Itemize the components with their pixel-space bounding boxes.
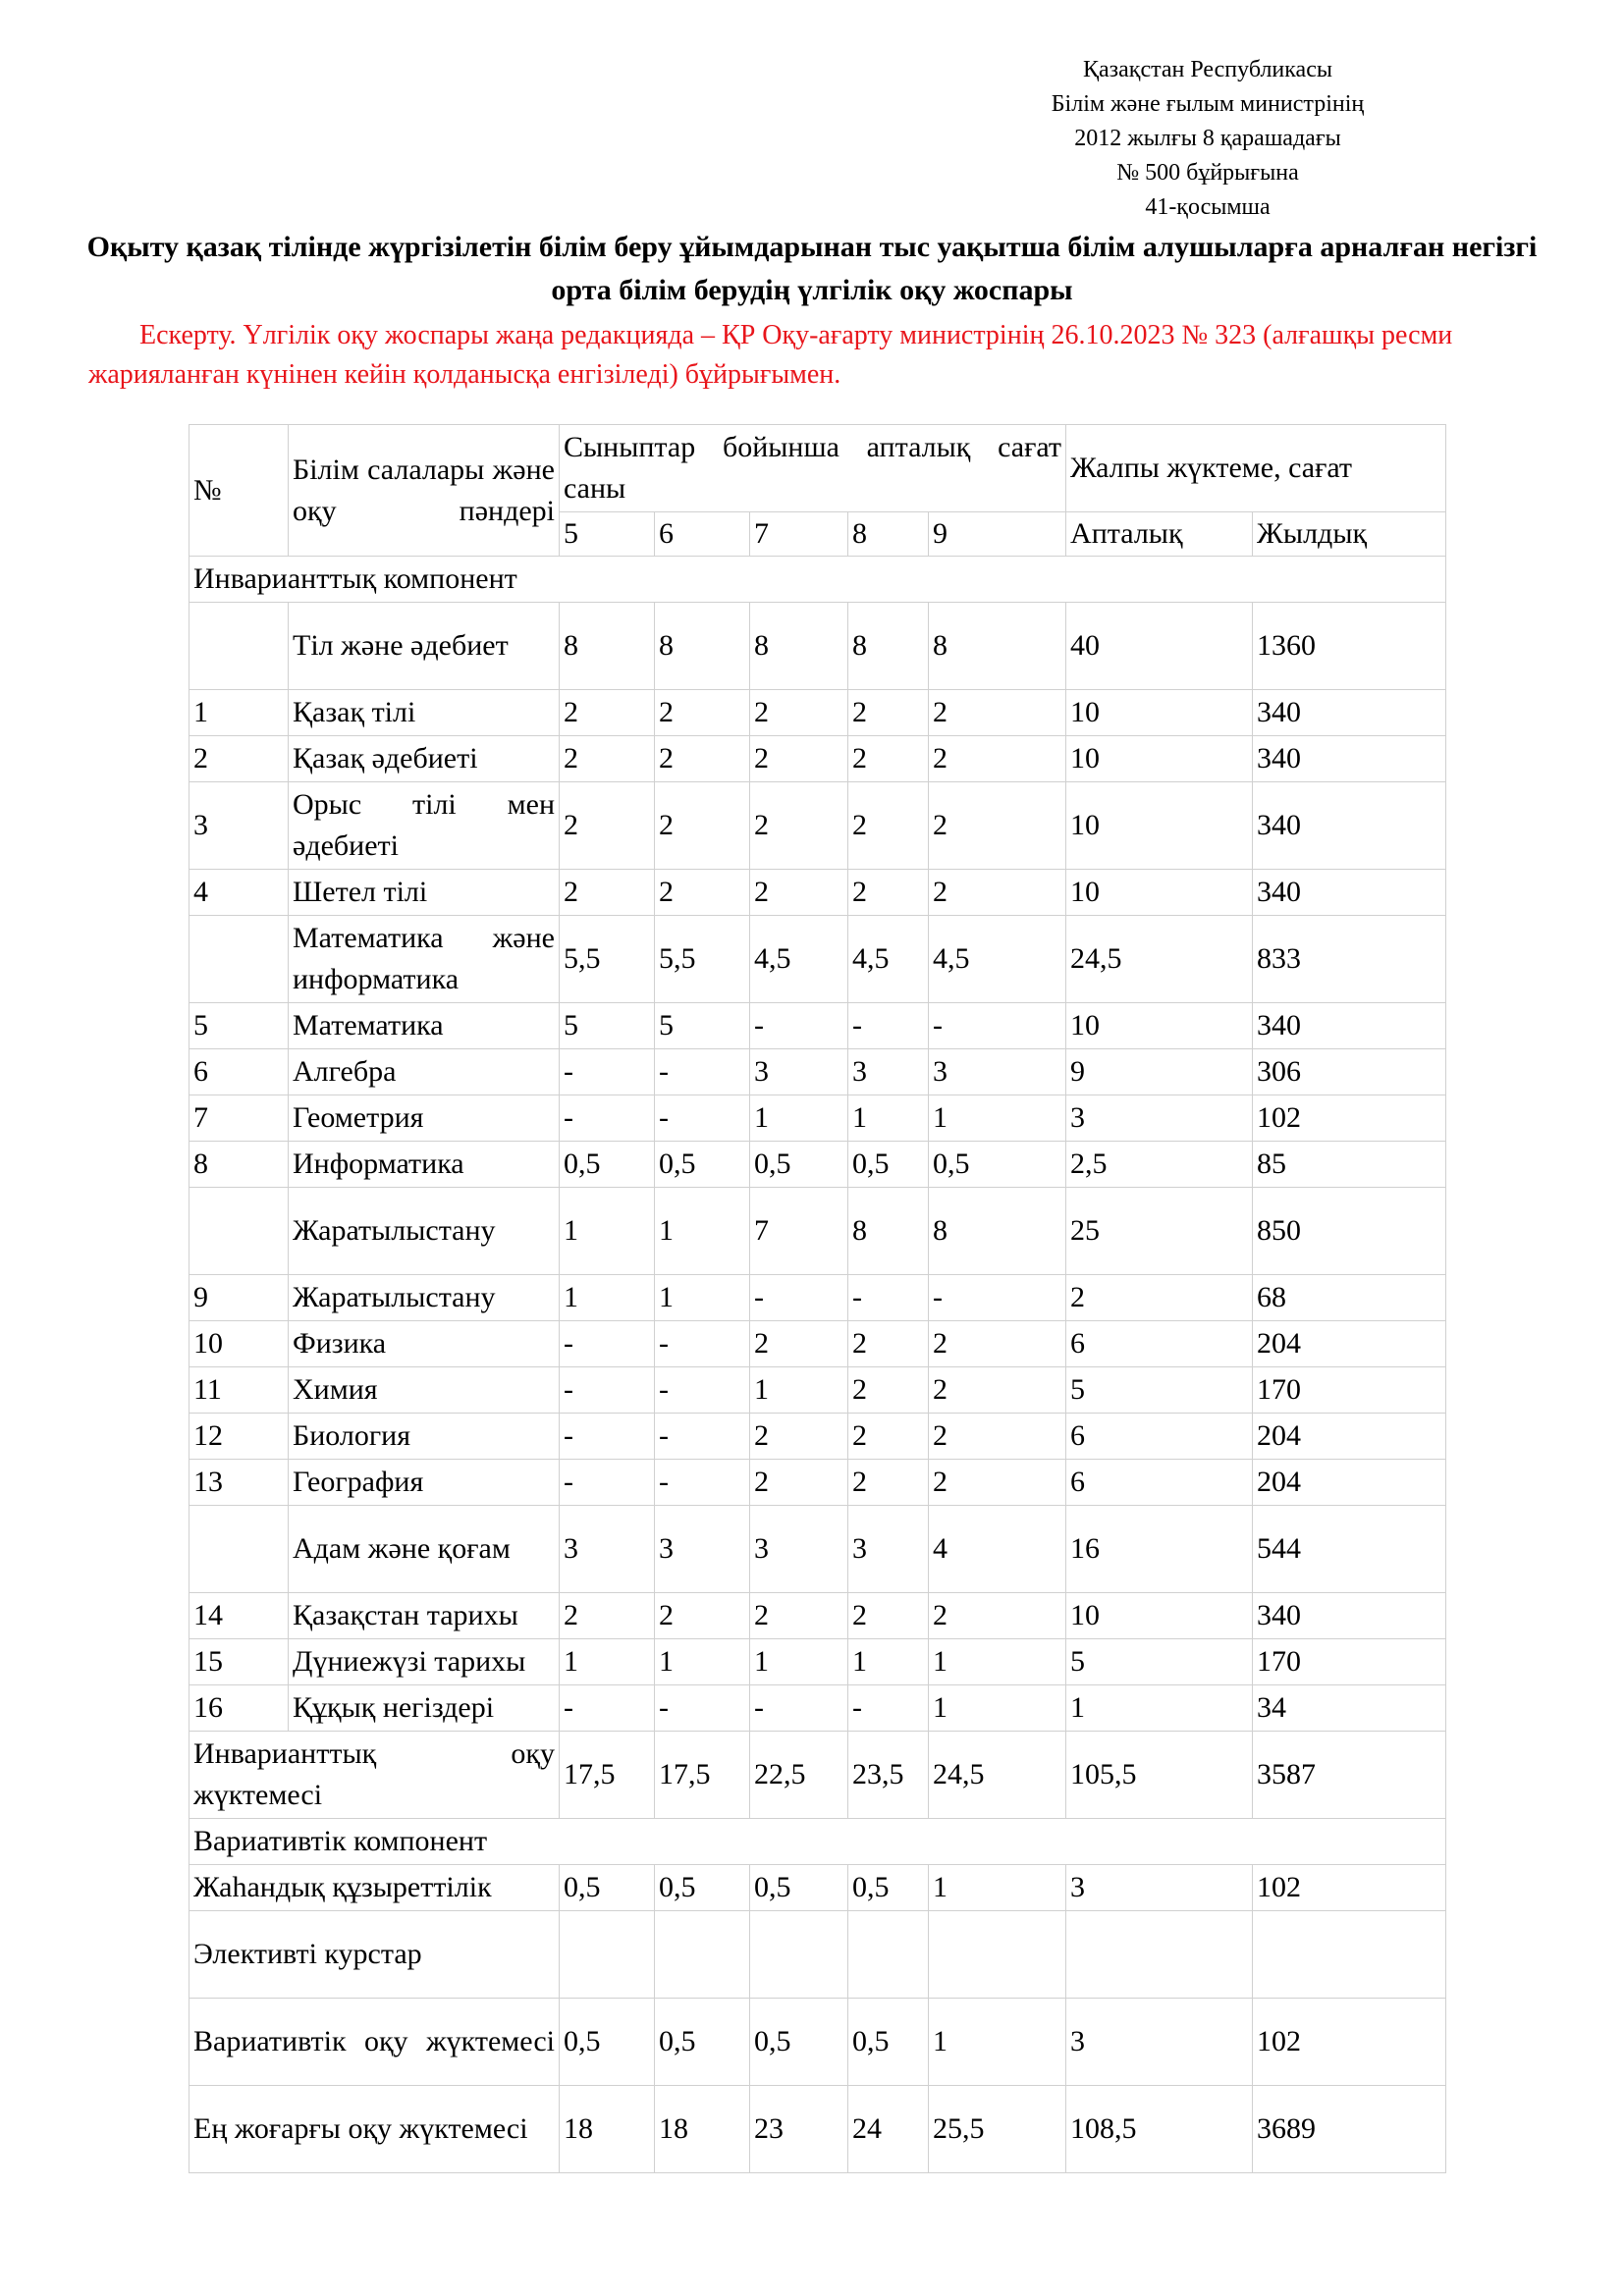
grade-hours-cell: - [655,1095,750,1142]
grade-hours-cell: - [560,1685,655,1732]
grade-hours-cell: 2 [848,782,929,870]
yearly-total-cell: 68 [1253,1275,1446,1321]
weekly-total-cell: 25 [1066,1188,1253,1275]
subject-name-cell: Шетел тілі [289,870,560,916]
max-load-row [189,2086,1446,2173]
grade-hours-cell: - [848,1003,929,1049]
header-total-load: Жалпы жүктеме, сағат [1066,425,1446,512]
subject-name-cell: Қазақстан тарихы [289,1593,560,1639]
subject-name-cell: Қазақ тілі [289,690,560,736]
yearly-total-cell: 544 [1253,1506,1446,1593]
global-competence-row [189,1865,1446,1911]
grade-hours-cell: 24 [848,2086,929,2173]
grade-hours-cell: 1 [750,1639,848,1685]
grade-hours-cell: 2 [848,736,929,782]
grade-hours-cell: 8 [655,603,750,690]
grade-hours-cell: 1 [929,1685,1066,1732]
grade-hours-cell: 2 [560,1593,655,1639]
grade-hours-cell: 24,5 [929,1732,1066,1819]
grade-hours-cell: - [655,1685,750,1732]
grade-hours-cell: 1 [560,1275,655,1321]
grade-hours-cell: - [560,1321,655,1367]
row-number-cell: 2 [189,736,289,782]
yearly-total-cell: 340 [1253,690,1446,736]
grade-hours-cell: - [655,1460,750,1506]
header-grade: 8 [848,512,929,557]
subject-row [189,870,1446,916]
weekly-total-cell: 1 [1066,1685,1253,1732]
empty-cell [848,1911,929,1999]
grade-hours-cell: 2 [750,736,848,782]
invariant-load-label: Инварианттық оқу жүктемесі [189,1732,560,1819]
weekly-total-cell: 3 [1066,1999,1253,2086]
grade-hours-cell: 1 [655,1188,750,1275]
grade-hours-cell: 3 [848,1049,929,1095]
grade-hours-cell: 2 [560,870,655,916]
grade-hours-cell: 0,5 [848,1999,929,2086]
grade-hours-cell: 1 [655,1639,750,1685]
grade-hours-cell: 1 [929,1865,1066,1911]
grade-hours-cell: 0,5 [560,1999,655,2086]
grade-hours-cell: 4 [929,1506,1066,1593]
row-number-cell: 11 [189,1367,289,1414]
subject-name-cell: Қазақ әдебиеті [289,736,560,782]
yearly-total-cell: 340 [1253,782,1446,870]
grade-hours-cell: 2 [848,1460,929,1506]
grade-hours-cell: - [750,1275,848,1321]
weekly-total-cell: 10 [1066,782,1253,870]
grade-hours-cell: 1 [848,1095,929,1142]
grade-hours-cell: 1 [750,1095,848,1142]
yearly-total-cell: 306 [1253,1049,1446,1095]
header-subject: Білім салалары және оқу пәндері [289,425,560,557]
grade-hours-cell: 2 [750,690,848,736]
weekly-total-cell: 3 [1066,1865,1253,1911]
subject-row [189,1593,1446,1639]
subject-row [189,1095,1446,1142]
subject-name-cell: Математика және информатика [289,916,560,1003]
grade-hours-cell: 5,5 [560,916,655,1003]
grade-hours-cell: 0,5 [655,1142,750,1188]
header-row [189,425,1446,512]
subject-row [189,1142,1446,1188]
grade-hours-cell: 3 [655,1506,750,1593]
amendment-note: Ескерту. Үлгілік оқу жоспары жаңа редакцияда – ҚР Оқу-ағарту министрінің 26.10.2023 № 323 (алғашқы ресми жарияланған күнінен кейін қолданысқа енгізіледі) бұйрығымен. [88,320,1453,390]
subject-row [189,1367,1446,1414]
grade-hours-cell: 2 [929,690,1066,736]
row-number-cell [189,916,289,1003]
variative-load-row [189,1999,1446,2086]
grade-hours-cell: 2 [655,690,750,736]
grade-hours-cell: 2 [655,782,750,870]
grade-hours-cell: - [560,1367,655,1414]
grade-hours-cell: 2 [750,870,848,916]
subject-row [189,782,1446,870]
weekly-total-cell: 5 [1066,1639,1253,1685]
subject-group-row [189,916,1446,1003]
grade-hours-cell: - [848,1685,929,1732]
subject-name-cell: География [289,1460,560,1506]
grade-hours-cell: 5,5 [655,916,750,1003]
grade-hours-cell: 8 [848,1188,929,1275]
grade-hours-cell: 8 [848,603,929,690]
weekly-total-cell: 40 [1066,603,1253,690]
grade-hours-cell: 8 [750,603,848,690]
grade-hours-cell: 3 [929,1049,1066,1095]
approval-line: № 500 бұйрығына [1116,160,1299,186]
yearly-total-cell: 3689 [1253,2086,1446,2173]
subject-name-cell: Алгебра [289,1049,560,1095]
grade-hours-cell: 3 [848,1506,929,1593]
yearly-total-cell: 340 [1253,1593,1446,1639]
yearly-total-cell: 1360 [1253,603,1446,690]
grade-hours-cell: 25,5 [929,2086,1066,2173]
grade-hours-cell: - [929,1275,1066,1321]
grade-hours-cell: 0,5 [750,1865,848,1911]
header-grade: 9 [929,512,1066,557]
grade-hours-cell: 4,5 [929,916,1066,1003]
yearly-total-cell: 34 [1253,1685,1446,1732]
yearly-total-cell: 204 [1253,1414,1446,1460]
header-weekly: Апталық [1066,512,1253,557]
grade-hours-cell: 2 [929,1460,1066,1506]
variative-section-title: Вариативтік компонент [189,1819,1446,1865]
subject-row [189,1639,1446,1685]
grade-hours-cell: 7 [750,1188,848,1275]
subject-row [189,1460,1446,1506]
grade-hours-cell: - [655,1367,750,1414]
empty-cell [655,1911,750,1999]
grade-hours-cell: - [560,1460,655,1506]
grade-hours-cell: 0,5 [655,1999,750,2086]
yearly-total-cell: 170 [1253,1639,1446,1685]
grade-hours-cell: 2 [848,1321,929,1367]
grade-hours-cell: 18 [560,2086,655,2173]
grade-hours-cell: 2 [929,1414,1066,1460]
header-num: № [189,425,289,557]
subject-name-cell: Адам және қоғам [289,1506,560,1593]
subject-group-row [189,1506,1446,1593]
grade-hours-cell: 4,5 [848,916,929,1003]
weekly-total-cell: 105,5 [1066,1732,1253,1819]
row-number-cell [189,1188,289,1275]
grade-hours-cell: 2 [560,782,655,870]
grade-hours-cell: 2 [750,1321,848,1367]
grade-hours-cell: 5 [560,1003,655,1049]
grade-hours-cell: - [750,1003,848,1049]
grade-hours-cell: 0,5 [560,1865,655,1911]
grade-hours-cell: 1 [655,1275,750,1321]
grade-hours-cell: 5 [655,1003,750,1049]
approval-line: 41-қосымша [1145,194,1271,220]
grade-hours-cell: 23 [750,2086,848,2173]
subject-name-cell: Биология [289,1414,560,1460]
grade-hours-cell: 1 [929,1095,1066,1142]
grade-hours-cell: 2 [848,1593,929,1639]
max-load-label: Ең жоғарғы оқу жүктемесі [189,2086,560,2173]
grade-hours-cell: 0,5 [848,1865,929,1911]
row-number-cell: 8 [189,1142,289,1188]
grade-hours-cell: 3 [560,1506,655,1593]
row-number-cell [189,1506,289,1593]
grade-hours-cell: - [560,1095,655,1142]
grade-hours-cell: 23,5 [848,1732,929,1819]
subject-row [189,690,1446,736]
weekly-total-cell: 5 [1066,1367,1253,1414]
header-yearly: Жылдық [1253,512,1446,557]
subject-row [189,1414,1446,1460]
subject-group-row [189,603,1446,690]
yearly-total-cell: 833 [1253,916,1446,1003]
yearly-total-cell: 204 [1253,1321,1446,1367]
grade-hours-cell: 0,5 [848,1142,929,1188]
grade-hours-cell: 8 [929,1188,1066,1275]
grade-hours-cell: 2 [655,1593,750,1639]
empty-cell [560,1911,655,1999]
weekly-total-cell: 108,5 [1066,2086,1253,2173]
grade-hours-cell: 2 [560,736,655,782]
weekly-total-cell: 10 [1066,1003,1253,1049]
grade-hours-cell: 3 [750,1506,848,1593]
grade-hours-cell: 1 [560,1188,655,1275]
grade-hours-cell: 17,5 [560,1732,655,1819]
weekly-total-cell: 10 [1066,1593,1253,1639]
subject-name-cell: Жаратылыстану [289,1188,560,1275]
row-number-cell [189,603,289,690]
subject-name-cell: Орыс тілі мен әдебиеті [289,782,560,870]
subject-name-cell: Құқық негіздері [289,1685,560,1732]
yearly-total-cell: 102 [1253,1999,1446,2086]
weekly-total-cell: 10 [1066,690,1253,736]
grade-hours-cell: 1 [929,1639,1066,1685]
subject-name-cell: Физика [289,1321,560,1367]
grade-hours-cell: 0,5 [750,1999,848,2086]
empty-cell [1253,1911,1446,1999]
yearly-total-cell: 85 [1253,1142,1446,1188]
grade-hours-cell: 2 [655,736,750,782]
row-number-cell: 5 [189,1003,289,1049]
grade-hours-cell: 1 [750,1367,848,1414]
approval-line: Білім және ғылым министрінің [1051,91,1365,117]
empty-cell [929,1911,1066,1999]
grade-hours-cell: 17,5 [655,1732,750,1819]
row-number-cell: 4 [189,870,289,916]
section-row [189,557,1446,603]
subject-name-cell: Тіл және әдебиет [289,603,560,690]
subject-row [189,736,1446,782]
grade-hours-cell: 1 [848,1639,929,1685]
grade-hours-cell: 0,5 [929,1142,1066,1188]
invariant-section-title: Инварианттық компонент [189,557,1446,603]
electives-label: Элективті курстар [189,1911,560,1999]
global-competence-label: Жаһандық құзыреттілік [189,1865,560,1911]
subject-group-row [189,1188,1446,1275]
approval-line: 2012 жылғы 8 қарашадағы [1074,126,1341,151]
grade-hours-cell: 1 [929,1999,1066,2086]
grade-hours-cell: 2 [750,1460,848,1506]
approval-line: Қазақстан Республикасы [1082,57,1332,82]
row-number-cell: 13 [189,1460,289,1506]
grade-hours-cell: - [848,1275,929,1321]
grade-hours-cell: 2 [848,690,929,736]
yearly-total-cell: 850 [1253,1188,1446,1275]
grade-hours-cell: 0,5 [560,1142,655,1188]
subject-row [189,1685,1446,1732]
grade-hours-cell: 2 [848,870,929,916]
weekly-total-cell: 16 [1066,1506,1253,1593]
weekly-total-cell: 6 [1066,1460,1253,1506]
yearly-total-cell: 340 [1253,736,1446,782]
grade-hours-cell: 2 [750,1593,848,1639]
subject-row [189,1275,1446,1321]
grade-hours-cell: 2 [750,1414,848,1460]
grade-hours-cell: 2 [848,1414,929,1460]
row-number-cell: 15 [189,1639,289,1685]
grade-hours-cell: - [655,1049,750,1095]
weekly-total-cell: 10 [1066,870,1253,916]
grade-hours-cell: 3 [750,1049,848,1095]
grade-hours-cell: 2 [655,870,750,916]
yearly-total-cell: 340 [1253,1003,1446,1049]
grade-hours-cell: 8 [929,603,1066,690]
grade-hours-cell: 2 [929,870,1066,916]
grade-hours-cell: - [655,1321,750,1367]
invariant-load-row [189,1732,1446,1819]
section-row [189,1819,1446,1865]
weekly-total-cell: 9 [1066,1049,1253,1095]
row-number-cell: 9 [189,1275,289,1321]
subject-name-cell: Информатика [289,1142,560,1188]
header-grade: 5 [560,512,655,557]
grade-hours-cell: 4,5 [750,916,848,1003]
electives-row [189,1911,1446,1999]
header-grade: 6 [655,512,750,557]
grade-hours-cell: 2 [929,1321,1066,1367]
document-title: Оқыту қазақ тілінде жүргізілетін білім беру ұйымдарынан тыс уақытша білім алушыларға арналған негізгі орта білім берудің үлгілік оқу жоспары [86,231,1538,306]
row-number-cell: 12 [189,1414,289,1460]
subject-name-cell: Химия [289,1367,560,1414]
yearly-total-cell: 204 [1253,1460,1446,1506]
yearly-total-cell: 170 [1253,1367,1446,1414]
grade-hours-cell: 2 [848,1367,929,1414]
grade-hours-cell: 2 [750,782,848,870]
row-number-cell: 10 [189,1321,289,1367]
row-number-cell: 14 [189,1593,289,1639]
grade-hours-cell: - [560,1049,655,1095]
header-grade: 7 [750,512,848,557]
row-number-cell: 1 [189,690,289,736]
weekly-total-cell: 24,5 [1066,916,1253,1003]
header-weekly-by-grade: Сыныптар бойынша апталық сағат саны [560,425,1066,512]
grade-hours-cell: 18 [655,2086,750,2173]
weekly-total-cell: 3 [1066,1095,1253,1142]
approval-block [982,53,1434,225]
weekly-total-cell: 2,5 [1066,1142,1253,1188]
row-number-cell: 6 [189,1049,289,1095]
subject-name-cell: Математика [289,1003,560,1049]
subject-row [189,1321,1446,1367]
weekly-total-cell: 2 [1066,1275,1253,1321]
yearly-total-cell: 340 [1253,870,1446,916]
grade-hours-cell: 2 [929,782,1066,870]
subject-name-cell: Жаратылыстану [289,1275,560,1321]
grade-hours-cell: - [929,1003,1066,1049]
grade-hours-cell: 2 [929,736,1066,782]
grade-hours-cell: 8 [560,603,655,690]
grade-hours-cell: - [560,1414,655,1460]
grade-hours-cell: 22,5 [750,1732,848,1819]
weekly-total-cell: 10 [1066,736,1253,782]
row-number-cell: 16 [189,1685,289,1732]
yearly-total-cell: 102 [1253,1865,1446,1911]
weekly-total-cell: 6 [1066,1414,1253,1460]
yearly-total-cell: 3587 [1253,1732,1446,1819]
grade-hours-cell: 1 [560,1639,655,1685]
grade-hours-cell: 2 [929,1367,1066,1414]
row-number-cell: 7 [189,1095,289,1142]
subject-row [189,1003,1446,1049]
row-number-cell: 3 [189,782,289,870]
grade-hours-cell: - [655,1414,750,1460]
weekly-total-cell: 6 [1066,1321,1253,1367]
grade-hours-cell: 2 [560,690,655,736]
empty-cell [1066,1911,1253,1999]
subject-name-cell: Дүниежүзі тарихы [289,1639,560,1685]
yearly-total-cell: 102 [1253,1095,1446,1142]
grade-hours-cell: 2 [929,1593,1066,1639]
grade-hours-cell: 0,5 [655,1865,750,1911]
subject-name-cell: Геометрия [289,1095,560,1142]
grade-hours-cell: - [750,1685,848,1732]
empty-cell [750,1911,848,1999]
curriculum-table [189,424,1446,2173]
grade-hours-cell: 0,5 [750,1142,848,1188]
subject-row [189,1049,1446,1095]
variative-load-label: Вариативтік оқу жүктемесі [189,1999,560,2086]
